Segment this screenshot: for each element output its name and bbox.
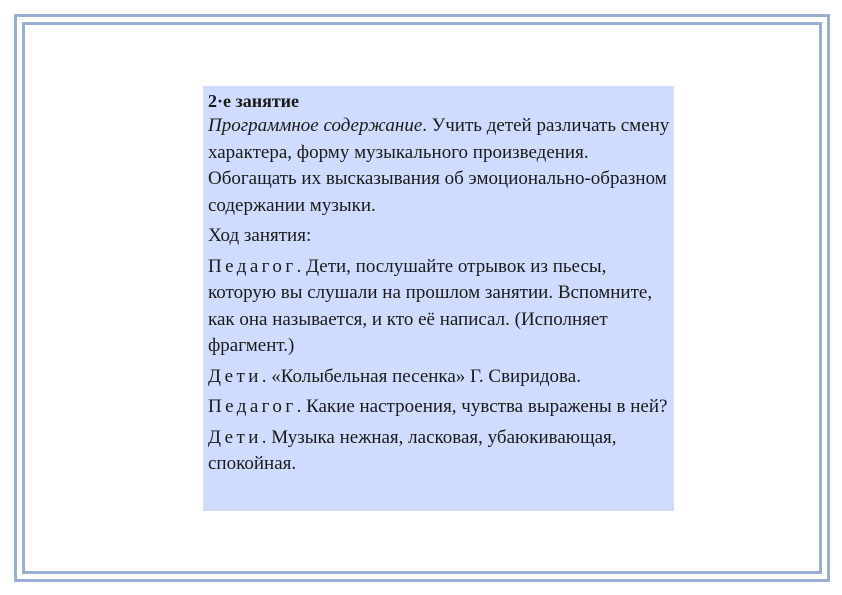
course-heading: Ход занятия: xyxy=(208,225,312,246)
speaker-name: Дети xyxy=(208,365,262,387)
lesson-title: 2·е занятие xyxy=(208,91,300,111)
program-text: . Учить детей различать смену характера, форму музыкального произведения. Обогащать их высказывания об эмоционально-образном содержании музыки. xyxy=(208,115,670,216)
dialogue-line-3 xyxy=(208,394,670,421)
dialogue-line-1 xyxy=(208,254,670,360)
dialogue-line-2 xyxy=(208,364,670,391)
dialogue-text: . «Колыбельная песенка» Г. Свиридова. xyxy=(261,365,581,387)
program-label: Программное содержание xyxy=(208,115,423,136)
speaker-name: Дети xyxy=(208,426,262,448)
speaker-name: Педагог xyxy=(208,396,297,417)
dialogue-text: . Дети, послушайте отрывок из пьесы, которую вы слушали на прошлом занятии. Вспомните, как она называется, и кто её написал. (Исполняет фрагмент.) xyxy=(208,255,653,356)
dialogue-line-4 xyxy=(208,425,670,478)
dialogue-text: . Музыка нежная, ласковая, убаюкивающая, спокойная. xyxy=(208,426,617,474)
speaker-name: Педагог xyxy=(208,255,297,277)
lesson-text-box xyxy=(203,86,674,511)
dialogue-text: . Какие настроения, чувства выражены в ней? xyxy=(296,396,668,417)
program-paragraph xyxy=(208,113,670,219)
